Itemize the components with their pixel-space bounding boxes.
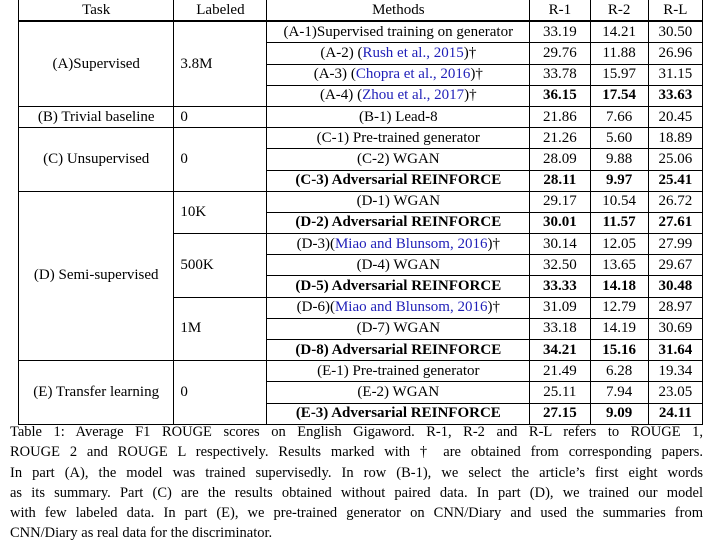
score-r2-cell: 14.21	[590, 21, 648, 43]
score-r2-cell: 14.19	[590, 318, 648, 339]
method-label: (C-3) Adversarial REINFORCE	[295, 172, 502, 189]
method-label: (E-1) Pre-trained generator	[317, 362, 480, 379]
caption-line: CNN/Diary as real data for the discriminator.	[10, 525, 273, 542]
caption-line: as its summary. Part (C) are the results obtained without paired data. In part (D), we trained our model	[10, 484, 703, 501]
task-cell: (D) Semi-supervised	[19, 191, 174, 361]
method-cell	[267, 149, 530, 170]
method-label: (D-2) Adversarial REINFORCE	[295, 214, 502, 231]
method-cell	[267, 234, 530, 255]
score-r1-cell: 32.50	[530, 255, 590, 276]
table-row	[19, 191, 703, 212]
header-task: Task	[19, 0, 174, 21]
score-r1-cell: 27.15	[530, 403, 590, 424]
score-r2-cell: 5.60	[590, 128, 648, 149]
method-label: (B-1) Lead-8	[358, 108, 438, 125]
header-rl: R-L	[648, 0, 702, 21]
citation-open-paren: (	[350, 66, 356, 83]
score-r1-cell: 34.21	[530, 340, 590, 361]
score-rl-cell: 26.96	[648, 43, 702, 64]
citation-link[interactable]: Miao and Blunsom, 2016	[334, 235, 488, 252]
citation-close-dagger: )†	[470, 66, 483, 83]
method-label: (D-1) WGAN	[356, 193, 441, 210]
task-cell: (E) Transfer learning	[19, 361, 174, 425]
labeled-cell: 1M	[174, 297, 267, 361]
method-label: (D-5) Adversarial REINFORCE	[295, 278, 502, 295]
labeled-cell: 0	[174, 361, 267, 425]
method-cell	[267, 106, 530, 127]
task-cell: (B) Trivial baseline	[19, 106, 174, 127]
method-cell	[267, 297, 530, 318]
table-row	[19, 361, 703, 382]
score-rl-cell: 20.45	[648, 106, 702, 127]
score-r1-cell: 33.78	[530, 64, 590, 85]
score-r1-cell: 36.15	[530, 85, 590, 106]
header-r1: R-1	[530, 0, 590, 21]
table-header-row	[19, 0, 703, 21]
method-cell	[267, 276, 530, 297]
score-r2-cell: 10.54	[590, 191, 648, 212]
score-r2-cell: 12.79	[590, 297, 648, 318]
table-row	[19, 21, 703, 43]
score-r2-cell: 17.54	[590, 85, 648, 106]
score-r1-cell: 33.33	[530, 276, 590, 297]
citation-link[interactable]: Rush et al., 2015	[362, 44, 464, 61]
score-rl-cell: 19.34	[648, 361, 702, 382]
score-r1-cell: 21.26	[530, 128, 590, 149]
citation-link[interactable]: Miao and Blunsom, 2016	[334, 299, 488, 316]
score-rl-cell: 30.69	[648, 318, 702, 339]
score-rl-cell: 29.67	[648, 255, 702, 276]
method-label: (D-3)	[296, 235, 330, 252]
score-r2-cell: 7.66	[590, 106, 648, 127]
score-rl-cell: 33.63	[648, 85, 702, 106]
score-rl-cell: 31.64	[648, 340, 702, 361]
results-table	[18, 0, 703, 425]
score-rl-cell: 25.41	[648, 170, 702, 191]
method-cell	[267, 170, 530, 191]
score-r1-cell: 31.09	[530, 297, 590, 318]
method-label: (C-1) Pre-trained generator	[316, 129, 480, 146]
table-row	[19, 106, 703, 127]
score-rl-cell: 27.61	[648, 212, 702, 233]
labeled-cell: 0	[174, 106, 267, 127]
score-r2-cell: 14.18	[590, 276, 648, 297]
score-rl-cell: 25.06	[648, 149, 702, 170]
score-r1-cell: 21.49	[530, 361, 590, 382]
score-rl-cell: 23.05	[648, 382, 702, 403]
score-rl-cell: 24.11	[648, 403, 702, 424]
method-label: (D-7) WGAN	[356, 320, 441, 337]
method-cell	[267, 128, 530, 149]
score-r1-cell: 28.09	[530, 149, 590, 170]
method-cell	[267, 43, 530, 64]
score-rl-cell: 27.99	[648, 234, 702, 255]
method-label: (C-2) WGAN	[357, 150, 440, 167]
caption-line: with few labeled data. In part (E), we pre-trained generator on CNN/Diary and used the summaries from	[10, 505, 703, 522]
score-r2-cell: 7.94	[590, 382, 648, 403]
score-r2-cell: 15.97	[590, 64, 648, 85]
score-r2-cell: 11.88	[590, 43, 648, 64]
results-table-wrapper	[18, 0, 703, 425]
task-cell: (A)Supervised	[19, 21, 174, 106]
method-cell	[267, 212, 530, 233]
method-label: (D-8) Adversarial REINFORCE	[295, 341, 502, 358]
score-rl-cell: 18.89	[648, 128, 702, 149]
method-cell	[267, 85, 530, 106]
table-body	[19, 21, 703, 424]
citation-open-paren: (	[329, 235, 335, 252]
citation-open-paren: (	[357, 44, 363, 61]
score-r1-cell: 33.18	[530, 318, 590, 339]
method-cell	[267, 382, 530, 403]
caption-line: ROUGE 2 and ROUGE L respectively. Results marked with † are obtained from corresponding papers.	[10, 444, 703, 461]
citation-close-dagger: )†	[464, 87, 477, 104]
citation-close-dagger: )†	[463, 44, 477, 61]
score-r1-cell: 21.86	[530, 106, 590, 127]
citation-link[interactable]: Zhou et al., 2017	[362, 87, 465, 104]
method-label: (A-3)	[313, 66, 351, 83]
score-rl-cell: 28.97	[648, 297, 702, 318]
score-rl-cell: 31.15	[648, 64, 702, 85]
score-r2-cell: 12.05	[590, 234, 648, 255]
labeled-cell: 500K	[174, 234, 267, 298]
method-label: (A-2)	[320, 44, 358, 61]
header-r2: R-2	[590, 0, 648, 21]
method-cell	[267, 64, 530, 85]
citation-open-paren: (	[357, 87, 363, 104]
method-cell	[267, 318, 530, 339]
score-r1-cell: 25.11	[530, 382, 590, 403]
task-cell: (C) Unsupervised	[19, 128, 174, 192]
method-label: (E-3) Adversarial REINFORCE	[295, 405, 501, 422]
score-r1-cell: 29.17	[530, 191, 590, 212]
method-label: (D-4) WGAN	[356, 256, 441, 273]
score-r1-cell: 30.14	[530, 234, 590, 255]
score-r2-cell: 11.57	[590, 212, 648, 233]
method-cell	[267, 340, 530, 361]
citation-link[interactable]: Chopra et al., 2016	[355, 66, 471, 83]
method-cell	[267, 255, 530, 276]
caption-line: In part (A), the model was trained supervisedly. In row (B-1), we select the article’s first eight words	[10, 464, 703, 481]
labeled-cell: 10K	[174, 191, 267, 233]
citation-close-dagger: )†	[487, 235, 500, 252]
caption-line: Table 1: Average F1 ROUGE scores on English Gigaword. R-1, R-2 and R-L refers to ROUGE 1,	[10, 424, 703, 440]
score-rl-cell: 30.50	[648, 21, 702, 43]
citation-open-paren: (	[329, 299, 335, 316]
score-r2-cell: 13.65	[590, 255, 648, 276]
header-labeled: Labeled	[174, 0, 267, 21]
method-label: (E-2) WGAN	[357, 383, 440, 400]
citation-close-dagger: )†	[487, 299, 500, 316]
table-row	[19, 128, 703, 149]
score-r2-cell: 9.09	[590, 403, 648, 424]
table-caption	[10, 422, 703, 544]
method-cell	[267, 361, 530, 382]
score-r1-cell: 33.19	[530, 21, 590, 43]
method-label: (A-1)Supervised training on generator	[283, 23, 514, 40]
labeled-cell: 3.8M	[174, 21, 267, 106]
header-methods: Methods	[267, 0, 530, 21]
method-cell	[267, 191, 530, 212]
score-rl-cell: 30.48	[648, 276, 702, 297]
method-label: (A-4)	[319, 87, 358, 104]
method-label: (D-6)	[296, 299, 330, 316]
score-r1-cell: 29.76	[530, 43, 590, 64]
score-r1-cell: 30.01	[530, 212, 590, 233]
labeled-cell: 0	[174, 128, 267, 192]
score-r2-cell: 9.97	[590, 170, 648, 191]
score-rl-cell: 26.72	[648, 191, 702, 212]
score-r2-cell: 6.28	[590, 361, 648, 382]
score-r2-cell: 9.88	[590, 149, 648, 170]
score-r2-cell: 15.16	[590, 340, 648, 361]
score-r1-cell: 28.11	[530, 170, 590, 191]
method-cell	[267, 21, 530, 43]
